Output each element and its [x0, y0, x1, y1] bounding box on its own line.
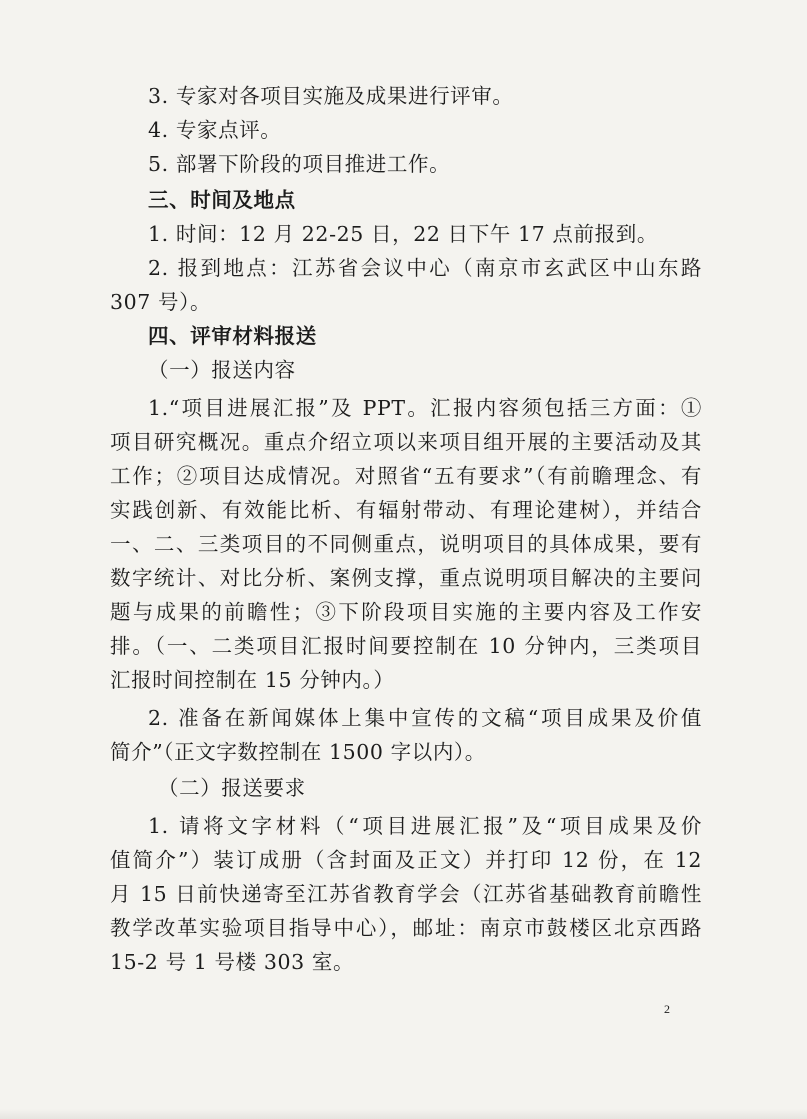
requirements-para-line-5: 15-2 号 1 号楼 303 室。	[110, 950, 355, 974]
content-para-line-7: 题与成果的前瞻性；③下阶段项目实施的主要内容及工作安	[110, 600, 702, 624]
subsection-1-heading: （一）报送内容	[148, 358, 296, 382]
item-5-next-stage: 5. 部署下阶段的项目推进工作。	[148, 152, 451, 176]
publicity-para-line-1: 2. 准备在新闻媒体上集中宣传的文稿“项目成果及价值	[148, 706, 702, 730]
content-para-line-3: 工作；②项目达成情况。对照省“五有要求”（有前瞻理念、有	[110, 464, 702, 488]
publicity-para-line-2: 简介”（正文字数控制在 1500 字以内）。	[110, 740, 486, 764]
requirements-para-line-4: 教学改革实验项目指导中心），邮址：南京市鼓楼区北京西路	[110, 916, 702, 940]
requirements-para-line-3: 月 15 日前快递寄至江苏省教育学会（江苏省基础教育前瞻性	[110, 882, 702, 906]
content-para-line-8: 排。（一、二类项目汇报时间要控制在 10 分钟内，三类项目	[110, 634, 702, 658]
section-3-heading: 三、时间及地点	[148, 188, 296, 212]
section-4-heading: 四、评审材料报送	[148, 324, 317, 348]
content-para-line-1: 1.“项目进展汇报”及 PPT。汇报内容须包括三方面：①	[148, 396, 702, 420]
content-para-line-5: 一、二、三类项目的不同侧重点，说明项目的具体成果，要有	[110, 532, 702, 556]
requirements-para-line-1: 1. 请将文字材料（“项目进展汇报”及“项目成果及价	[148, 814, 702, 838]
requirements-para-line-2: 值简介”）装订成册（含封面及正文）并打印 12 份，在 12	[110, 848, 702, 872]
page-number: 2	[664, 1002, 670, 1016]
location-line-2: 307 号）。	[110, 290, 212, 314]
content-para-line-6: 数字统计、对比分析、案例支撑，重点说明项目解决的主要问	[110, 566, 702, 590]
scan-edge-shadow	[0, 1109, 807, 1119]
location-line-1: 2. 报到地点：江苏省会议中心（南京市玄武区中山东路	[148, 256, 702, 280]
subsection-2-heading: （二）报送要求	[158, 776, 306, 800]
item-3-experts-review: 3. 专家对各项目实施及成果进行评审。	[148, 84, 514, 108]
content-para-line-4: 实践创新、有效能比析、有辐射带动、有理论建树），并结合	[110, 498, 702, 522]
content-para-line-9: 汇报时间控制在 15 分钟内。）	[110, 668, 395, 692]
time-line: 1. 时间：12 月 22-25 日，22 日下午 17 点前报到。	[148, 222, 658, 246]
item-4-expert-comments: 4. 专家点评。	[148, 118, 282, 142]
content-para-line-2: 项目研究概况。重点介绍立项以来项目组开展的主要活动及其	[110, 430, 702, 454]
